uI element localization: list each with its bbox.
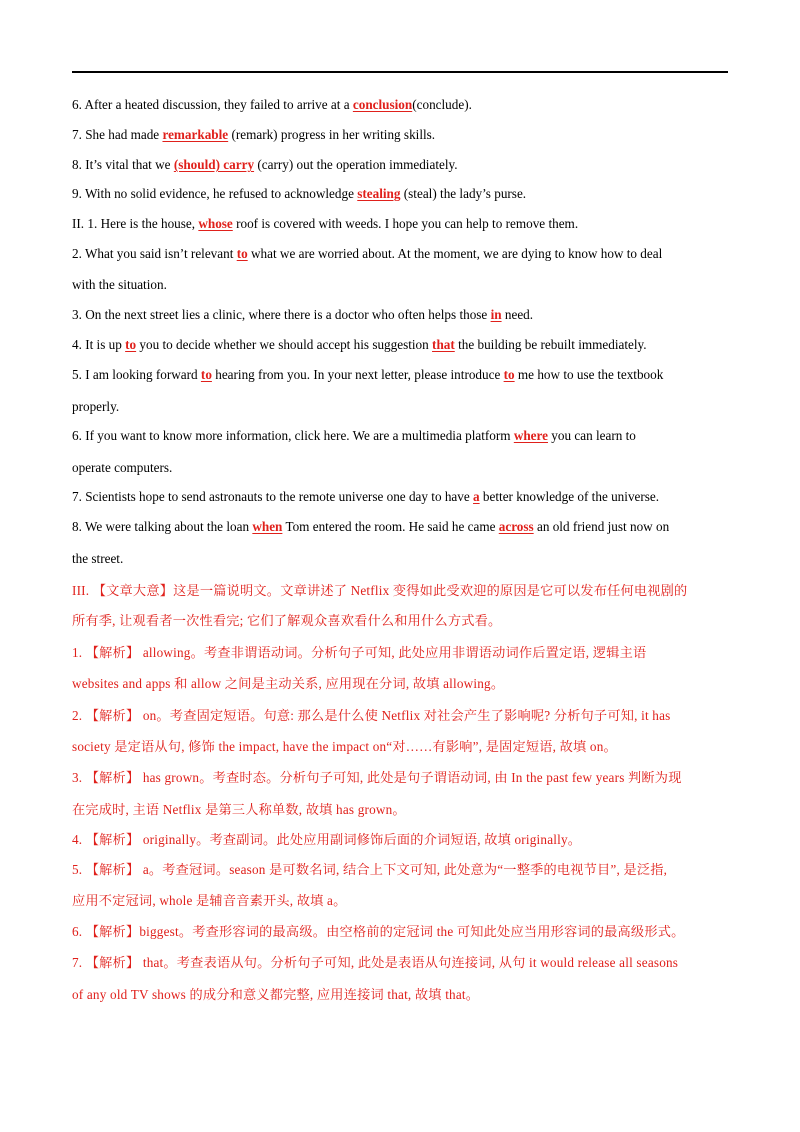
answer: to: [236, 246, 248, 261]
question-text: what we are worried about. At the moment, we are dying to know how to deal: [247, 246, 663, 261]
question-text: the building be rebuilt immediately.: [454, 337, 647, 352]
analysis-1-continued: websites and apps 和 allow 之间是主动关系, 应用现在分词, 故填 allowing。: [72, 676, 505, 691]
question-text: with the situation.: [72, 277, 167, 292]
question-text: 2. What you said isn’t relevant: [72, 246, 237, 261]
question-text: 6. If you want to know more information, click here. We are a multimedia platform: [72, 428, 514, 443]
question-text: 4. It is up: [72, 337, 126, 352]
header-rule: [72, 71, 728, 73]
question-text: (steal) the lady’s purse.: [400, 186, 527, 201]
answer: to: [200, 367, 212, 382]
answer: across: [498, 519, 534, 534]
analysis-1: 1. 【解析】 allowing。考查非谓语动词。分析句子可知, 此处应用非谓语动词作后置定语, 逻辑主语: [72, 645, 647, 660]
answer: conclusion: [352, 97, 413, 112]
question-text: 8. It’s vital that we: [72, 157, 174, 172]
analysis-5: 5. 【解析】 a。考查冠词。season 是可数名词, 结合上下文可知, 此处意为“一整季的电视节目”, 是泛指,: [72, 862, 668, 877]
item-2-6-continued: [72, 460, 172, 476]
question-text: properly.: [72, 399, 120, 414]
item-2-7: [72, 489, 659, 505]
analysis-7-continued: of any old TV shows 的成分和意义都完整, 应用连接词 that, 故填 that。: [72, 987, 480, 1002]
question-text: you can learn to: [548, 428, 636, 443]
analysis-2: 2. 【解析】 on。考查固定短语。句意: 那么是什么使 Netflix 对社会产生了影响呢? 分析句子可知, it has: [72, 708, 671, 723]
question-text: an old friend just now on: [533, 519, 670, 534]
question-text: 9. With no solid evidence, he refused to acknowledge: [72, 186, 358, 201]
question-text: Tom entered the room. He said he came: [282, 519, 499, 534]
answer: a: [473, 489, 480, 504]
item-2-8-continued: [72, 551, 123, 567]
question-text: 7. Scientists hope to send astronauts to the remote universe one day to have: [72, 489, 474, 504]
item-1-8: [72, 157, 458, 173]
question-text: need.: [501, 307, 534, 322]
item-1-9: [72, 186, 526, 202]
question-text: 6. After a heated discussion, they failed to arrive at a: [72, 97, 353, 112]
item-2-5-continued: [72, 399, 119, 415]
question-text: 5. I am looking forward: [72, 367, 201, 382]
question-text: better knowledge of the universe.: [479, 489, 660, 504]
answer: stealing: [357, 186, 401, 201]
answer: that: [432, 337, 455, 352]
analysis-2-continued: society 是定语从句, 修饰 the impact, have the impact on“对……有影响”, 是固定短语, 故填 on。: [72, 739, 617, 754]
answer: to: [503, 367, 515, 382]
question-text: you to decide whether we should accept his suggestion: [136, 337, 433, 352]
analysis-3: 3. 【解析】 has grown。考查时态。分析句子可知, 此处是句子谓语动词, 由 In the past few years 判断为现: [72, 770, 682, 785]
answer: remarkable: [162, 127, 229, 142]
question-text: roof is covered with weeds. I hope you can help to remove them.: [232, 216, 579, 231]
question-text: operate computers.: [72, 460, 173, 475]
analysis-7: 7. 【解析】 that。考查表语从句。分析句子可知, 此处是表语从句连接词, 从句 it would release all seasons: [72, 955, 679, 970]
item-2-2-continued: [72, 277, 167, 293]
answer: when: [252, 519, 283, 534]
analysis-6: 6. 【解析】biggest。考查形容词的最高级。由空格前的定冠词 the 可知此处应当用形容词的最高级形式。: [72, 924, 685, 939]
item-2-3: [72, 307, 533, 323]
question-text: 3. On the next street lies a clinic, where there is a doctor who often helps those: [72, 307, 491, 322]
item-1-6: [72, 97, 472, 113]
answer: whose: [198, 216, 233, 231]
item-2-4: [72, 337, 647, 353]
answer: to: [125, 337, 137, 352]
answer: (should) carry: [173, 157, 255, 172]
analysis-4: 4. 【解析】 originally。考查副词。此处应用副词修饰后面的介词短语, 故填 originally。: [72, 832, 582, 847]
item-2-1: [72, 216, 578, 232]
question-text: (carry) out the operation immediately.: [254, 157, 458, 172]
question-text: (remark) progress in her writing skills.: [228, 127, 436, 142]
question-text: 7. She had made: [72, 127, 163, 142]
summary-line: 所有季, 让观看者一次性看完; 它们了解观众喜欢看什么和用什么方式看。: [72, 613, 502, 628]
question-text: 8. We were talking about the loan: [72, 519, 253, 534]
question-text: me how to use the textbook: [514, 367, 664, 382]
answer: where: [513, 428, 548, 443]
analysis-3-continued: 在完成时, 主语 Netflix 是第三人称单数, 故填 has grown。: [72, 802, 406, 817]
question-text: II. 1. Here is the house,: [72, 216, 199, 231]
item-1-7: [72, 127, 435, 143]
item-2-5: [72, 367, 663, 383]
question-text: the street.: [72, 551, 124, 566]
analysis-5-continued: 应用不定冠词, whole 是辅音音素开头, 故填 a。: [72, 893, 347, 908]
summary-line: III. 【文章大意】这是一篇说明文。文章讲述了 Netflix 变得如此受欢迎的原因是它可以发布任何电视剧的: [72, 583, 688, 598]
question-text: hearing from you. In your next letter, please introduce: [211, 367, 504, 382]
answer: in: [490, 307, 502, 322]
item-2-6: [72, 428, 636, 444]
item-2-8: [72, 519, 669, 535]
item-2-2: [72, 246, 662, 262]
question-text: (conclude).: [412, 97, 472, 112]
